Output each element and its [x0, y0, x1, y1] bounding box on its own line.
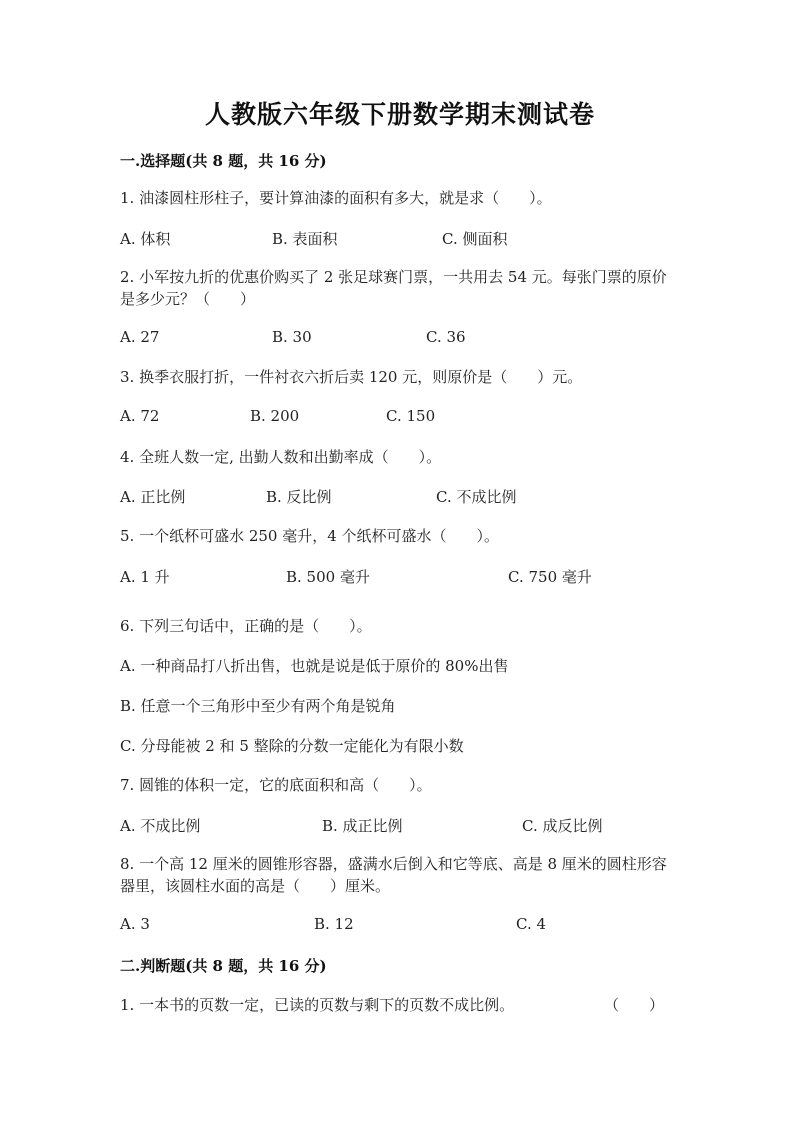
question-7: 7. 圆锥的体积一定，它的底面积和高（ ）。 [120, 776, 432, 794]
q7-option-c: C. 成反比例 [522, 817, 603, 835]
q1-option-b: B. 表面积 [272, 230, 338, 248]
q1-option-c: C. 侧面积 [442, 230, 508, 248]
q5-option-b: B. 500 毫升 [286, 568, 370, 586]
section-heading-choice: 一.选择题(共 8 题，共 16 分) [120, 152, 327, 170]
q5-option-c: C. 750 毫升 [508, 568, 592, 586]
question-2: 2. 小军按九折的优惠价购买了 2 张足球赛门票，一共用去 54 元。每张门票的原价是多少元？（ ） [120, 268, 667, 308]
question-1: 1. 油漆圆柱形柱子，要计算油漆的面积有多大，就是求（ ）。 [120, 189, 552, 207]
judge-question-1: 1. 一本书的页数一定，已读的页数与剩下的页数不成比例。 [120, 996, 515, 1014]
q4-option-a: A. 正比例 [120, 488, 186, 506]
q8-option-a: A. 3 [120, 915, 150, 933]
page-title: 人教版六年级下册数学期末测试卷 [204, 100, 595, 129]
q2-option-a: A. 27 [120, 328, 160, 346]
q6-option-c: C. 分母能被 2 和 5 整除的分数一定能化为有限小数 [120, 737, 464, 755]
question-6: 6. 下列三句话中，正确的是（ ）。 [120, 617, 372, 635]
q2-option-c: C. 36 [426, 328, 466, 346]
question-8: 8. 一个高 12 厘米的圆锥形容器，盛满水后倒入和它等底、高是 8 厘米的圆柱形容器里，该圆柱水面的高是（ ）厘米。 [120, 855, 667, 895]
q2-option-b: B. 30 [272, 328, 312, 346]
q5-option-a: A. 1 升 [120, 568, 170, 586]
q4-option-b: B. 反比例 [266, 488, 332, 506]
question-4: 4. 全班人数一定, 出勤人数和出勤率成（ ）。 [120, 448, 442, 466]
q6-option-b: B. 任意一个三角形中至少有两个角是锐角 [120, 697, 396, 715]
q7-option-a: A. 不成比例 [120, 817, 201, 835]
q6-option-a: A. 一种商品打八折出售，也就是说是低于原价的 80%出售 [120, 657, 509, 675]
q8-option-c: C. 4 [516, 915, 547, 933]
q3-option-a: A. 72 [120, 407, 160, 425]
section-heading-judge: 二.判断题(共 8 题，共 16 分) [120, 957, 327, 975]
q1-option-a: A. 体积 [120, 230, 171, 248]
question-3: 3. 换季衣服打折，一件衬衣六折后卖 120 元，则原价是（ ）元。 [120, 368, 583, 386]
question-5: 5. 一个纸杯可盛水 250 毫升，4 个纸杯可盛水（ ）。 [120, 527, 500, 545]
q3-option-c: C. 150 [386, 407, 436, 425]
q7-option-b: B. 成正比例 [322, 817, 403, 835]
q4-option-c: C. 不成比例 [436, 488, 517, 506]
q8-option-b: B. 12 [314, 915, 354, 933]
q3-option-b: B. 200 [250, 407, 300, 425]
judge-answer-blank: （ ） [604, 996, 665, 1014]
